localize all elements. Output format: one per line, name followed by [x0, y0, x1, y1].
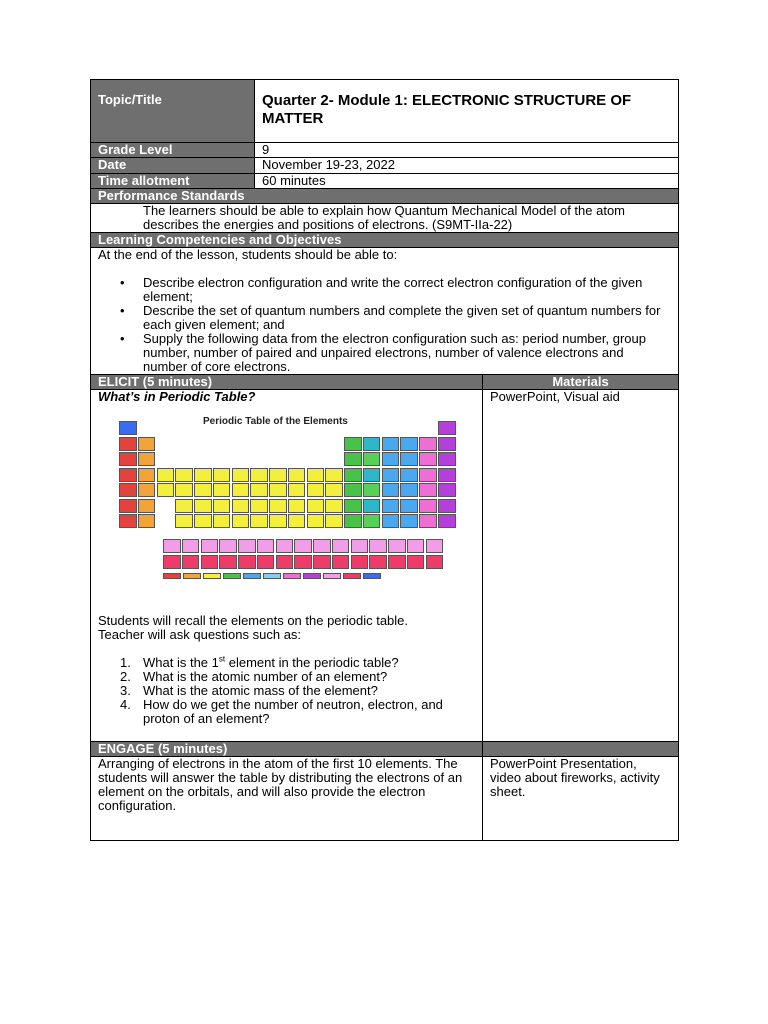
- element-cell: [400, 452, 418, 466]
- element-cell: [213, 468, 231, 482]
- element-cell: [257, 539, 275, 553]
- element-cell: [419, 499, 437, 513]
- time-value: 60 minutes: [255, 174, 679, 189]
- legend-swatch: [243, 573, 261, 579]
- element-cell: [138, 499, 156, 513]
- element-cell: [288, 468, 306, 482]
- element-cell: [257, 555, 275, 569]
- element-cell: [313, 539, 331, 553]
- element-cell: [332, 555, 350, 569]
- element-cell: [382, 452, 400, 466]
- question-item: 1. What is the 1st element in the periodic table?: [120, 654, 399, 670]
- element-cell: [163, 555, 181, 569]
- element-cell: [363, 437, 381, 451]
- element-cell: [344, 514, 362, 528]
- engage-text: Arranging of electrons in the atom of the first 10 elements. The students will answer the table by distributing the electrons of an element on the orbitals, and will also provide the electron configuration.: [91, 757, 483, 841]
- element-cell: [382, 499, 400, 513]
- element-cell: [438, 514, 456, 528]
- element-cell: [325, 483, 343, 497]
- element-cell: [175, 483, 193, 497]
- materials-heading: Materials: [483, 375, 679, 390]
- element-cell: [201, 555, 219, 569]
- element-cell: [325, 514, 343, 528]
- element-cell: [269, 483, 287, 497]
- element-cell: [163, 539, 181, 553]
- competencies-cell: [91, 248, 679, 375]
- element-cell: [400, 437, 418, 451]
- element-cell: [369, 539, 387, 553]
- element-cell: [351, 555, 369, 569]
- element-cell: [232, 468, 250, 482]
- legend-swatch: [183, 573, 201, 579]
- element-cell: [119, 437, 137, 451]
- legend-swatch: [303, 573, 321, 579]
- objective-item: • Describe the set of quantum numbers and complete the given set of quantum numbers for each given element; and: [143, 304, 671, 332]
- element-cell: [138, 452, 156, 466]
- element-cell: [307, 499, 325, 513]
- topic-label-cell: [91, 80, 255, 143]
- element-cell: [382, 468, 400, 482]
- element-cell: [363, 468, 381, 482]
- date-label: Date: [91, 158, 255, 174]
- element-cell: [351, 539, 369, 553]
- element-cell: [438, 499, 456, 513]
- elicit-recall: Students will recall the elements on the periodic table.: [98, 613, 409, 628]
- element-cell: [407, 539, 425, 553]
- element-cell: [138, 437, 156, 451]
- element-cell: [232, 499, 250, 513]
- elicit-content-cell: [91, 390, 483, 742]
- element-cell: [419, 452, 437, 466]
- element-cell: [344, 499, 362, 513]
- element-cell: [138, 468, 156, 482]
- legend-swatch: [283, 573, 301, 579]
- legend-swatch: [343, 573, 361, 579]
- date-value: November 19-23, 2022: [255, 158, 679, 174]
- element-cell: [419, 514, 437, 528]
- periodic-table-image: [113, 411, 453, 581]
- element-cell: [157, 483, 175, 497]
- element-cell: [250, 514, 268, 528]
- element-cell: [294, 539, 312, 553]
- element-cell: [438, 421, 456, 435]
- element-cell: [419, 483, 437, 497]
- objectives-list: [98, 276, 671, 374]
- element-cell: [138, 483, 156, 497]
- element-cell: [382, 514, 400, 528]
- element-cell: [344, 483, 362, 497]
- element-cell: [194, 514, 212, 528]
- element-cell: [294, 555, 312, 569]
- legend-swatch: [263, 573, 281, 579]
- element-cell: [400, 499, 418, 513]
- element-cell: [219, 539, 237, 553]
- lesson-plan-table: [90, 79, 679, 841]
- element-cell: [119, 514, 137, 528]
- legend-swatch: [323, 573, 341, 579]
- element-cell: [363, 499, 381, 513]
- element-cell: [213, 499, 231, 513]
- questions-list: [98, 656, 475, 726]
- element-cell: [119, 468, 137, 482]
- element-cell: [250, 483, 268, 497]
- element-cell: [201, 539, 219, 553]
- element-cell: [363, 452, 381, 466]
- engage-heading: ENGAGE (5 minutes): [91, 742, 483, 757]
- element-cell: [119, 452, 137, 466]
- element-cell: [400, 514, 418, 528]
- legend-swatch: [163, 573, 181, 579]
- element-cell: [269, 499, 287, 513]
- element-cell: [332, 539, 350, 553]
- element-cell: [382, 483, 400, 497]
- element-cell: [182, 539, 200, 553]
- element-cell: [388, 555, 406, 569]
- element-cell: [382, 437, 400, 451]
- element-cell: [250, 468, 268, 482]
- element-cell: [344, 452, 362, 466]
- elicit-teacher: Teacher will ask questions such as:: [98, 627, 302, 642]
- element-cell: [344, 437, 362, 451]
- element-cell: [313, 555, 331, 569]
- element-cell: [438, 483, 456, 497]
- competencies-intro: At the end of the lesson, students should be able to:: [98, 247, 398, 262]
- element-cell: [269, 514, 287, 528]
- elicit-subtitle: What’s in Periodic Table?: [98, 389, 256, 404]
- element-cell: [426, 539, 444, 553]
- element-cell: [194, 483, 212, 497]
- topic-label: Topic/Title: [98, 92, 162, 107]
- element-cell: [407, 555, 425, 569]
- element-cell: [238, 555, 256, 569]
- element-cell: [157, 468, 175, 482]
- element-cell: [400, 483, 418, 497]
- question-item: 3. What is the atomic mass of the element?: [120, 683, 378, 698]
- elicit-heading: ELICIT (5 minutes): [91, 375, 483, 390]
- topic-value-cell: [255, 80, 679, 143]
- objective-item: • Supply the following data from the electron configuration such as: period number, group number, number of paired and unpaired electrons, number of valence electrons and number of core electrons.: [143, 332, 671, 374]
- grade-label: Grade Level: [91, 143, 255, 158]
- engage-materials-header: [483, 742, 679, 757]
- topic-title: Quarter 2- Module 1: ELECTRONIC STRUCTURE OF MATTER: [262, 92, 632, 127]
- element-cell: [388, 539, 406, 553]
- element-cell: [419, 468, 437, 482]
- element-cell: [288, 483, 306, 497]
- objective-item: • Describe electron configuration and write the correct electron configuration of the given element;: [143, 276, 671, 304]
- element-cell: [288, 514, 306, 528]
- element-cell: [419, 437, 437, 451]
- engage-materials: PowerPoint Presentation, video about fireworks, activity sheet.: [483, 757, 679, 841]
- element-cell: [175, 499, 193, 513]
- element-cell: [438, 452, 456, 466]
- grade-value: 9: [255, 143, 679, 158]
- element-cell: [325, 499, 343, 513]
- element-cell: [325, 468, 343, 482]
- element-cell: [213, 514, 231, 528]
- element-cell: [232, 514, 250, 528]
- element-cell: [438, 468, 456, 482]
- element-cell: [232, 483, 250, 497]
- legend-swatch: [363, 573, 381, 579]
- element-cell: [307, 514, 325, 528]
- competencies-heading: Learning Competencies and Objectives: [91, 233, 679, 248]
- element-cell: [276, 539, 294, 553]
- element-cell: [288, 499, 306, 513]
- legend-swatch: [203, 573, 221, 579]
- question-item: 4. How do we get the number of neutron, electron, and proton of an element?: [120, 697, 443, 726]
- element-cell: [363, 483, 381, 497]
- element-cell: [269, 468, 287, 482]
- element-cell: [213, 483, 231, 497]
- time-label: Time allotment: [91, 174, 255, 189]
- element-cell: [175, 468, 193, 482]
- performance-text: The learners should be able to explain how Quantum Mechanical Model of the atom describes the energies and positions of electrons. (S9MT-IIa-22): [91, 204, 679, 233]
- element-cell: [194, 499, 212, 513]
- element-cell: [426, 555, 444, 569]
- element-cell: [400, 468, 418, 482]
- element-cell: [119, 499, 137, 513]
- elicit-materials: PowerPoint, Visual aid: [483, 390, 679, 742]
- element-cell: [238, 539, 256, 553]
- element-cell: [119, 483, 137, 497]
- element-cell: [307, 483, 325, 497]
- element-cell: [175, 514, 193, 528]
- element-cell: [250, 499, 268, 513]
- element-cell: [219, 555, 237, 569]
- element-cell: [276, 555, 294, 569]
- element-cell: [138, 514, 156, 528]
- element-cell: [369, 555, 387, 569]
- periodic-table-title: Periodic Table of the Elements: [203, 416, 348, 427]
- legend-swatch: [223, 573, 241, 579]
- question-item: 2. What is the atomic number of an element?: [120, 669, 388, 684]
- element-cell: [182, 555, 200, 569]
- performance-heading: Performance Standards: [91, 189, 679, 204]
- element-cell: [307, 468, 325, 482]
- element-cell: [119, 421, 137, 435]
- element-cell: [363, 514, 381, 528]
- element-cell: [344, 468, 362, 482]
- element-cell: [194, 468, 212, 482]
- element-cell: [438, 437, 456, 451]
